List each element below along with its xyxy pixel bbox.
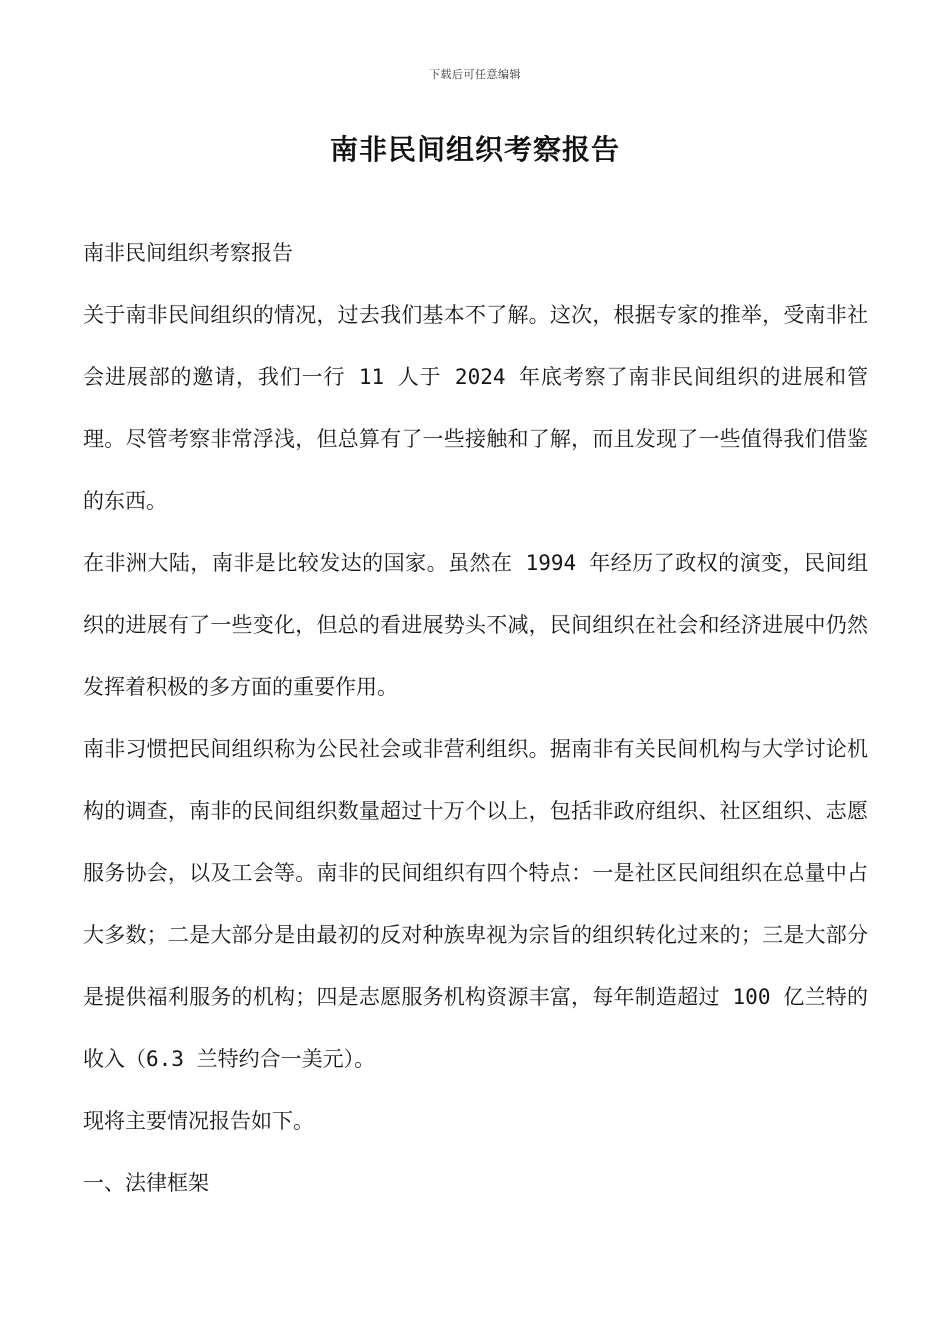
paragraph-intro: 关于南非民间组织的情况，过去我们基本不了解。这次，根据专家的推举，受南非社会进展部的邀请，我们一行 11 人于 2024 年底考察了南非民间组织的进展和管理。尽管考察非常浮浅，但总算有了一些接触和了解，而且发现了一些值得我们借鉴的东西。 xyxy=(83,303,868,513)
section-heading-legal-framework: 一、法律框架 xyxy=(83,1171,209,1195)
document-title: 南非民间组织考察报告 xyxy=(329,133,620,166)
header-note: 下载后可任意编辑 xyxy=(429,68,521,81)
paragraph-report-intro: 现将主要情况报告如下。 xyxy=(83,1109,314,1133)
paragraph-background: 在非洲大陆，南非是比较发达的国家。虽然在 1994 年经历了政权的演变，民间组织的进展有了一些变化，但总的看进展势头不减，民间组织在社会和经济进展中仍然发挥着积极的多方面的重要作用。 xyxy=(83,551,868,699)
paragraph-characteristics: 南非习惯把民间组织称为公民社会或非营利组织。据南非有关民间机构与大学讨论机构的调查，南非的民间组织数量超过十万个以上，包括非政府组织、社区组织、志愿服务协会，以及工会等。南非的民间组织有四个特点：一是社区民间组织在总量中占大多数；二是大部分是由最初的反对种族卑视为宗旨的组织转化过来的；三是大部分是提供福利服务的机构；四是志愿服务机构资源丰富，每年制造超过 100 亿兰特的收入（6.3 兰特约合一美元）。 xyxy=(83,737,868,1071)
paragraph-subtitle: 南非民间组织考察报告 xyxy=(83,241,293,265)
document-body xyxy=(83,222,868,1214)
